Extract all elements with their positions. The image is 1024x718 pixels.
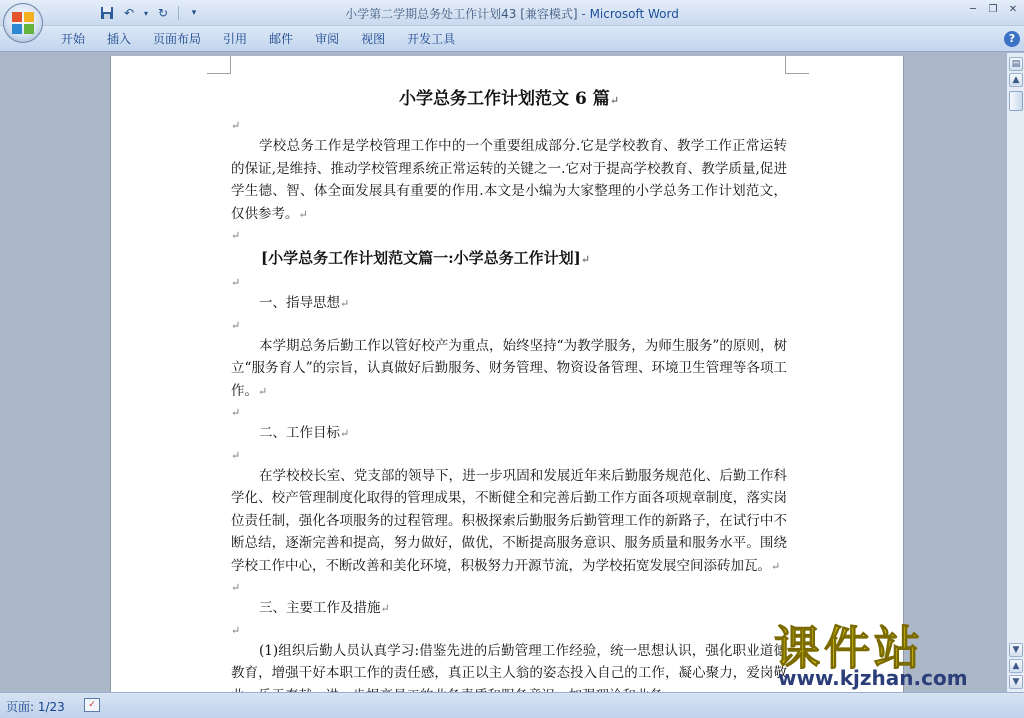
status-bar — [0, 692, 1024, 718]
tab-references[interactable]: 引用 — [223, 32, 248, 46]
ribbon — [0, 26, 1024, 52]
paragraph-mark: ↵ — [298, 207, 308, 221]
paragraph-mark: ↵ — [609, 94, 619, 107]
scroll-thumb[interactable] — [1009, 91, 1023, 111]
empty-paragraph: ↵ — [231, 448, 241, 462]
intro-paragraph — [231, 135, 787, 226]
paragraph-mark: ↵ — [340, 297, 350, 310]
page-indicator[interactable]: 页面: 1/23 — [6, 700, 65, 714]
undo-dropdown-icon[interactable]: ▾ — [143, 8, 148, 18]
margin-corner-top-right — [785, 56, 809, 74]
tab-insert[interactable]: 插入 — [107, 32, 132, 46]
redo-icon[interactable]: ↻ — [157, 6, 169, 20]
empty-paragraph: ↵ — [231, 581, 241, 594]
empty-paragraph: ↵ — [231, 229, 241, 242]
customize-dropdown-icon[interactable]: ▾ — [191, 8, 197, 18]
paragraph-1 — [231, 335, 787, 404]
watermark-logo: 课件站 — [774, 621, 924, 675]
watermark — [774, 612, 1014, 692]
subheading-1 — [231, 292, 787, 316]
vertical-scrollbar[interactable] — [1006, 53, 1024, 692]
tab-review[interactable]: 审阅 — [315, 32, 340, 46]
subheading-2-text: 二、工作目标 — [259, 425, 340, 441]
minimize-icon[interactable]: ─ — [969, 3, 977, 15]
tab-page-layout[interactable]: 页面布局 — [153, 32, 202, 46]
paragraph-mark: ↵ — [340, 427, 350, 440]
paragraph-2-text: 在学校校长室、党支部的领导下，进一步巩固和发展近年来后勤服务规范化、后勤工作科学化、校产管理制度化取得的管理成果，不断健全和完善后勤工作方面各项规章制度，落实岗位责任制，强化各项服务的过程管理。积极探索后勤服务后勤管理工作的新路子，在试行中不断总结，逐渐完善和提高，努力做好，做优，不断提高服务意识、服务质量和服务水平。围绕学校工作中心，不断改善和美化环境，积极努力开源节流，为学校拓宽发展空间添砖加瓦。 — [231, 467, 787, 574]
watermark-url: www.kjzhan.com — [778, 666, 968, 690]
window-title — [0, 5, 1024, 22]
document-page[interactable] — [110, 56, 904, 696]
scroll-up-icon[interactable]: ▲ — [1009, 73, 1023, 87]
tab-developer[interactable]: 开发工具 — [407, 32, 456, 46]
tab-home[interactable]: 开始 — [61, 32, 86, 46]
tab-mailings[interactable]: 邮件 — [269, 32, 294, 46]
document-heading-text: 小学总务工作计划范文 6 篇 — [399, 89, 610, 109]
subheading-3-text: 三、主要工作及措施 — [259, 600, 381, 616]
next-page-icon[interactable]: ▼ — [1009, 675, 1023, 689]
section-heading-text: [小学总务工作计划范文篇一:小学总务工作计划] — [261, 249, 581, 267]
empty-paragraph: ↵ — [231, 406, 241, 419]
tab-view[interactable]: 视图 — [361, 32, 386, 46]
window-controls — [966, 2, 1020, 16]
restore-icon[interactable]: ❐ — [988, 3, 998, 15]
document-area — [0, 53, 1006, 692]
title-bar — [0, 0, 1024, 26]
close-icon[interactable]: ✕ — [1008, 3, 1018, 15]
empty-paragraph: ↵ — [231, 119, 241, 132]
undo-icon[interactable]: ↶ — [123, 6, 135, 20]
paragraph-mark: ↵ — [258, 384, 268, 398]
previous-page-icon[interactable]: ▲ — [1009, 659, 1023, 673]
paragraph-mark: ↵ — [380, 602, 390, 615]
subheading-2 — [231, 422, 787, 446]
document-content[interactable] — [231, 82, 787, 707]
title-separator: - — [577, 7, 590, 21]
ruler-toggle-icon[interactable]: ▤ — [1009, 57, 1023, 71]
subheading-3 — [231, 597, 787, 621]
paragraph-1-text: 本学期总务后勤工作以管好校产为重点，始终坚持“为教学服务，为师生服务”的原则，树立“服务育人”的宗旨，认真做好后勤服务、财务管理、物资设备管理、环境卫生管理等各项工作。 — [231, 337, 787, 399]
office-button[interactable] — [3, 3, 43, 43]
paragraph-mark: ↵ — [771, 559, 781, 573]
empty-paragraph: ↵ — [231, 623, 241, 637]
document-title: 小学第二学期总务处工作计划43 [兼容模式] — [345, 7, 578, 21]
paragraph-3: (1)组织后勤人员认真学习:借鉴先进的后勤管理工作经验，统一思想认识，强化职业道德教育，增强干好本职工作的责任感，真正以主人翁的姿态投入自己的工作，凝心聚力，爱岗敬 — [231, 642, 787, 681]
proofing-icon[interactable]: ✓ — [84, 698, 100, 712]
empty-paragraph: ↵ — [231, 318, 241, 332]
scroll-down-icon[interactable]: ▼ — [1009, 643, 1023, 657]
paragraph-2 — [231, 465, 787, 579]
section-heading — [231, 245, 787, 273]
margin-corner-top-left — [207, 56, 231, 74]
app-name: Microsoft Word — [589, 7, 679, 21]
subheading-1-text: 一、指导思想 — [259, 295, 340, 311]
intro-text: 学校总务工作是学校管理工作中的一个重要组成部分.它是学校教育、教学工作正常运转的保证,是维持、推动学校管理系统正常运转的关键之一.它对于提高学校教育、教学质量,促进学生德、智、体全面发展具有重要的作用.本文是小编为大家整理的小学总务工作计划范文，仅供参考。 — [231, 138, 787, 222]
paragraph-mark: ↵ — [580, 253, 590, 266]
empty-paragraph: ↵ — [231, 276, 241, 289]
help-icon[interactable]: ? — [1004, 31, 1020, 47]
ribbon-tabs — [50, 26, 466, 52]
document-heading — [231, 82, 787, 116]
office-logo-icon — [12, 12, 34, 34]
